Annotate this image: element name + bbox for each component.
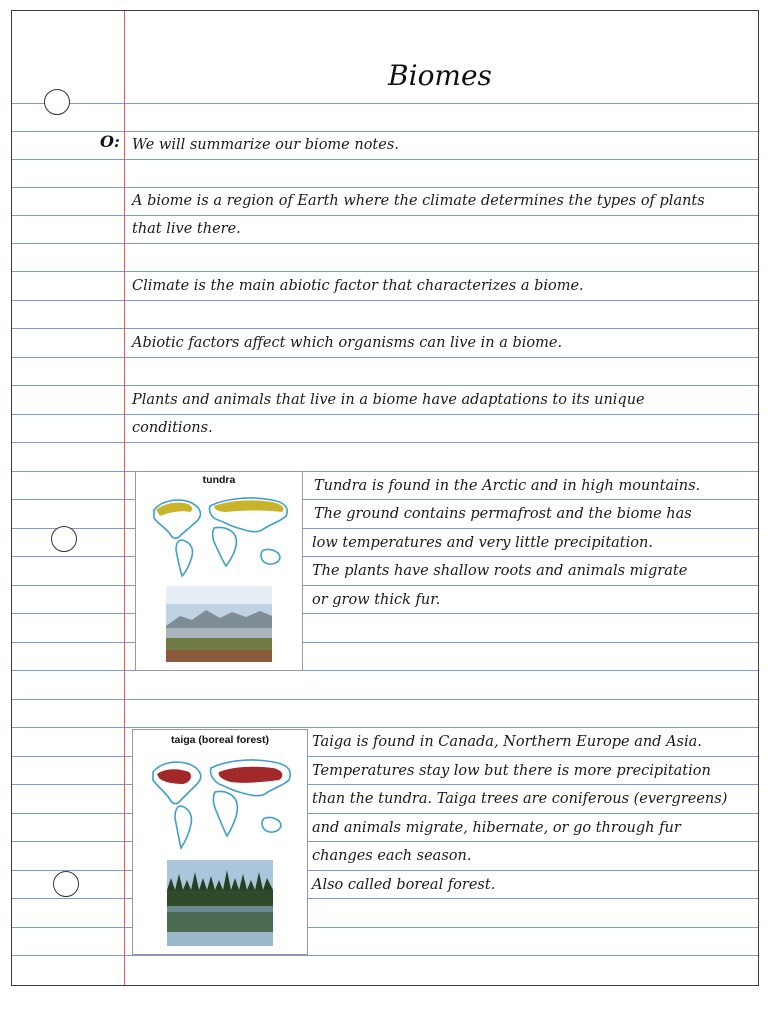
map-australia	[261, 549, 280, 564]
tundra-line: or grow thick fur.	[312, 592, 441, 608]
taiga-line: Taiga is found in Canada, Northern Europe and Asia.	[312, 734, 702, 750]
tundra-line: The ground contains permafrost and the biome has	[314, 506, 692, 522]
map-south-america	[176, 540, 193, 576]
tundra-image-title: tundra	[202, 474, 236, 486]
margin-line	[124, 11, 125, 985]
tundra-line: low temperatures and very little precipitation.	[312, 535, 653, 551]
tundra-world-map	[148, 490, 292, 578]
taiga-line: Temperatures stay low but there is more precipitation	[312, 763, 711, 779]
tundra-photo	[166, 586, 272, 662]
notebook-page	[11, 10, 759, 986]
map-australia	[262, 817, 281, 832]
note-line: Climate is the main abiotic factor that characterizes a biome.	[132, 278, 584, 294]
taiga-line: changes each season.	[312, 848, 472, 864]
note-line: Plants and animals that live in a biome have adaptations to its unique	[132, 392, 645, 408]
page-title: Biomes	[388, 59, 492, 92]
map-south-america	[175, 806, 192, 848]
note-line: conditions.	[132, 420, 213, 436]
binder-hole	[51, 526, 77, 552]
taiga-line: and animals migrate, hibernate, or go through fur	[312, 820, 681, 836]
taiga-line: than the tundra. Taiga trees are coniferous (evergreens)	[312, 791, 728, 807]
taiga-image-title: taiga (boreal forest)	[170, 734, 270, 746]
note-line: Abiotic factors affect which organisms can live in a biome.	[132, 335, 563, 351]
taiga-world-map	[147, 750, 295, 850]
objective-text: We will summarize our biome notes.	[132, 137, 399, 153]
tundra-figure	[135, 471, 303, 671]
note-line: that live there.	[132, 221, 241, 237]
binder-hole	[44, 89, 70, 115]
tundra-line: The plants have shallow roots and animals migrate	[312, 563, 688, 579]
tundra-line: Tundra is found in the Arctic and in high mountains.	[314, 478, 701, 494]
note-line: A biome is a region of Earth where the climate determines the types of plants	[132, 193, 705, 209]
taiga-figure	[132, 729, 308, 955]
objective-label: O:	[100, 132, 120, 151]
binder-hole	[53, 871, 79, 897]
taiga-photo	[167, 860, 273, 946]
map-africa	[214, 792, 238, 837]
map-africa	[213, 527, 237, 566]
taiga-line: Also called boreal forest.	[312, 877, 496, 893]
